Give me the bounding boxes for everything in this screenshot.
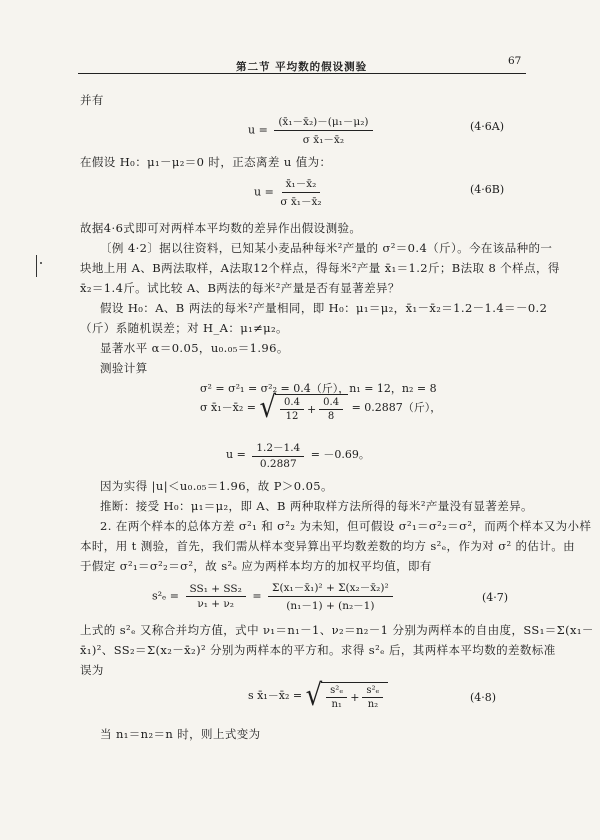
page-number: 67 bbox=[508, 55, 522, 67]
equation-number: (4·7) bbox=[482, 591, 509, 604]
eq-denominator: n₁ bbox=[331, 699, 342, 710]
text-line: 假设 H₀：A、B 两法的每米²产量相同，即 H₀：μ₁＝μ₂，x̄₁－x̄₂＝1.2－1.4＝－0.2 bbox=[100, 301, 548, 315]
eq-fraction bbox=[252, 440, 304, 470]
eq-lhs: s x̄₁－x̄₂ = bbox=[248, 689, 303, 702]
eq-denominator: n₂ bbox=[367, 699, 379, 710]
text-line: （斤）系随机误差；对 H_A：μ₁≠μ₂。 bbox=[80, 321, 288, 335]
text-line: 故据4·6式即可对两样本平均数的差异作出假设测验。 bbox=[80, 221, 362, 235]
text-line: 在假设 H₀：μ₁－μ₂＝0 时，正态离差 u 值为： bbox=[80, 155, 332, 169]
text-line: 上式的 s²ₑ 又称合并均方值，式中 ν₁＝n₁－1、ν₂＝n₂－1 分别为两样本的自由度，SS₁＝Σ(x₁－ bbox=[80, 623, 594, 637]
eq-numerator: Σ(x₁－x̄₁)² + Σ(x₂－x̄₂)² bbox=[268, 580, 393, 597]
eq-numerator: x̄₁－x̄₂ bbox=[282, 176, 321, 193]
text-line: 误为 bbox=[80, 663, 104, 677]
eq-lhs: s²ₑ = bbox=[152, 589, 180, 603]
radical-sign: √ bbox=[305, 678, 323, 714]
eq-denominator: σ x̄₁－x̄₂ bbox=[280, 196, 322, 208]
text-line: 并有 bbox=[80, 93, 104, 107]
calc-line-3 bbox=[226, 440, 370, 470]
equals-sign: = bbox=[252, 589, 262, 603]
eq-rhs: = －0.69。 bbox=[310, 448, 370, 461]
eq-lhs: u = bbox=[254, 185, 274, 199]
calc-line-2 bbox=[200, 390, 442, 426]
text-line: 当 n₁＝n₂＝n 时，则上式变为 bbox=[100, 727, 261, 741]
text-line: 块地上用 A、B两法取样，A法取12个样点，得每米²产量 x̄₁＝1.2斤；B法取 8 个样点，得 bbox=[80, 261, 560, 275]
equation-4-6b bbox=[254, 176, 325, 209]
plus-sign: + bbox=[306, 403, 317, 416]
text-line: 〔例 4·2〕据以往资料，已知某小麦品种每米²产量的 σ²＝0.4（斤）。今在该品种的一 bbox=[100, 241, 553, 255]
text-line: 显著水平 α＝0.05，u₀.₀₅＝1.96。 bbox=[100, 341, 289, 355]
text-line: 测验计算 bbox=[100, 361, 148, 375]
eq-numerator: s²ₑ bbox=[326, 685, 347, 698]
text-line: 推断：接受 H₀：μ₁＝μ₂，即 A、B 两种取样方法所得的每米²产量没有显著差异。 bbox=[100, 499, 533, 513]
eq-denominator: σ x̄₁－x̄₂ bbox=[302, 134, 345, 146]
text-line: 因为实得 |u|＜u₀.₀₅＝1.96，故 P＞0.05。 bbox=[100, 479, 333, 493]
eq-numerator: (x̄₁－x̄₂)－(μ₁－μ₂) bbox=[274, 114, 372, 131]
eq-fraction bbox=[280, 397, 304, 422]
text-line: 本时，用 t 测验，首先，我们需从样本变异算出平均数差数的均方 s²ₑ，作为对 σ² 的估计。由 bbox=[80, 539, 576, 553]
eq-denominator: (n₁－1) + (n₂－1) bbox=[286, 600, 375, 612]
eq-fraction bbox=[268, 580, 393, 613]
equation-number: (4·6B) bbox=[470, 183, 505, 196]
text-line: 于假定 σ²₁＝σ²₂＝σ²，故 s²ₑ 应为两样本均方的加权平均值，即有 bbox=[80, 559, 432, 573]
eq-denominator: 8 bbox=[327, 411, 335, 422]
margin-mark bbox=[36, 255, 37, 277]
text-line: 2. 在两个样本的总体方差 σ²₁ 和 σ²₂ 为未知，但可假设 σ²₁＝σ²₂＝σ²，而两个样本又为小样 bbox=[100, 519, 592, 533]
eq-fraction bbox=[274, 114, 372, 147]
eq-numerator: 0.4 bbox=[280, 397, 304, 410]
eq-numerator: 0.4 bbox=[319, 397, 343, 410]
eq-denominator: 12 bbox=[285, 411, 299, 422]
equation-4-8 bbox=[248, 678, 388, 714]
sqrt-expression bbox=[259, 390, 348, 426]
header-rule bbox=[78, 73, 526, 74]
eq-fraction bbox=[186, 583, 246, 610]
equation-number: (4·6A) bbox=[470, 120, 505, 133]
eq-fraction bbox=[319, 397, 343, 422]
margin-dot bbox=[40, 262, 42, 264]
eq-fraction bbox=[326, 685, 347, 710]
eq-lhs: u = bbox=[248, 123, 268, 137]
eq-denominator: 0.2887 bbox=[259, 458, 297, 470]
eq-denominator: ν₁ + ν₂ bbox=[197, 598, 235, 610]
radical-sign: √ bbox=[259, 390, 277, 426]
sqrt-expression bbox=[305, 678, 389, 714]
eq-fraction bbox=[362, 685, 383, 710]
eq-numerator: SS₁ + SS₂ bbox=[186, 583, 246, 597]
running-header-title: 第二节 平均数的假设测验 bbox=[236, 61, 368, 73]
eq-rhs: = 0.2887（斤）， bbox=[351, 401, 442, 414]
equation-4-6a bbox=[248, 114, 376, 147]
plus-sign: + bbox=[350, 691, 360, 704]
eq-numerator: s²ₑ bbox=[362, 685, 383, 698]
equation-number: (4·8) bbox=[470, 691, 497, 704]
calc-line-1: σ² = σ²₁ = σ²₂ = 0.4（斤），n₁ = 12，n₂ = 8 bbox=[200, 382, 437, 395]
eq-lhs: σ x̄₁－x̄₂ = bbox=[200, 401, 256, 414]
eq-numerator: 1.2－1.4 bbox=[252, 440, 304, 457]
eq-fraction bbox=[280, 176, 321, 209]
text-line: x̄₂＝1.4斤。试比较 A、B两法的每米²产量是否有显著差异？ bbox=[80, 281, 400, 295]
text-line: x̄₁)²、SS₂＝Σ(x₂－x̄₂)² 分别为两样本的平方和。求得 s²ₑ 后，其两样本平均数的差数标准 bbox=[80, 643, 556, 657]
eq-lhs: u = bbox=[226, 448, 246, 461]
equation-4-7 bbox=[152, 580, 396, 613]
